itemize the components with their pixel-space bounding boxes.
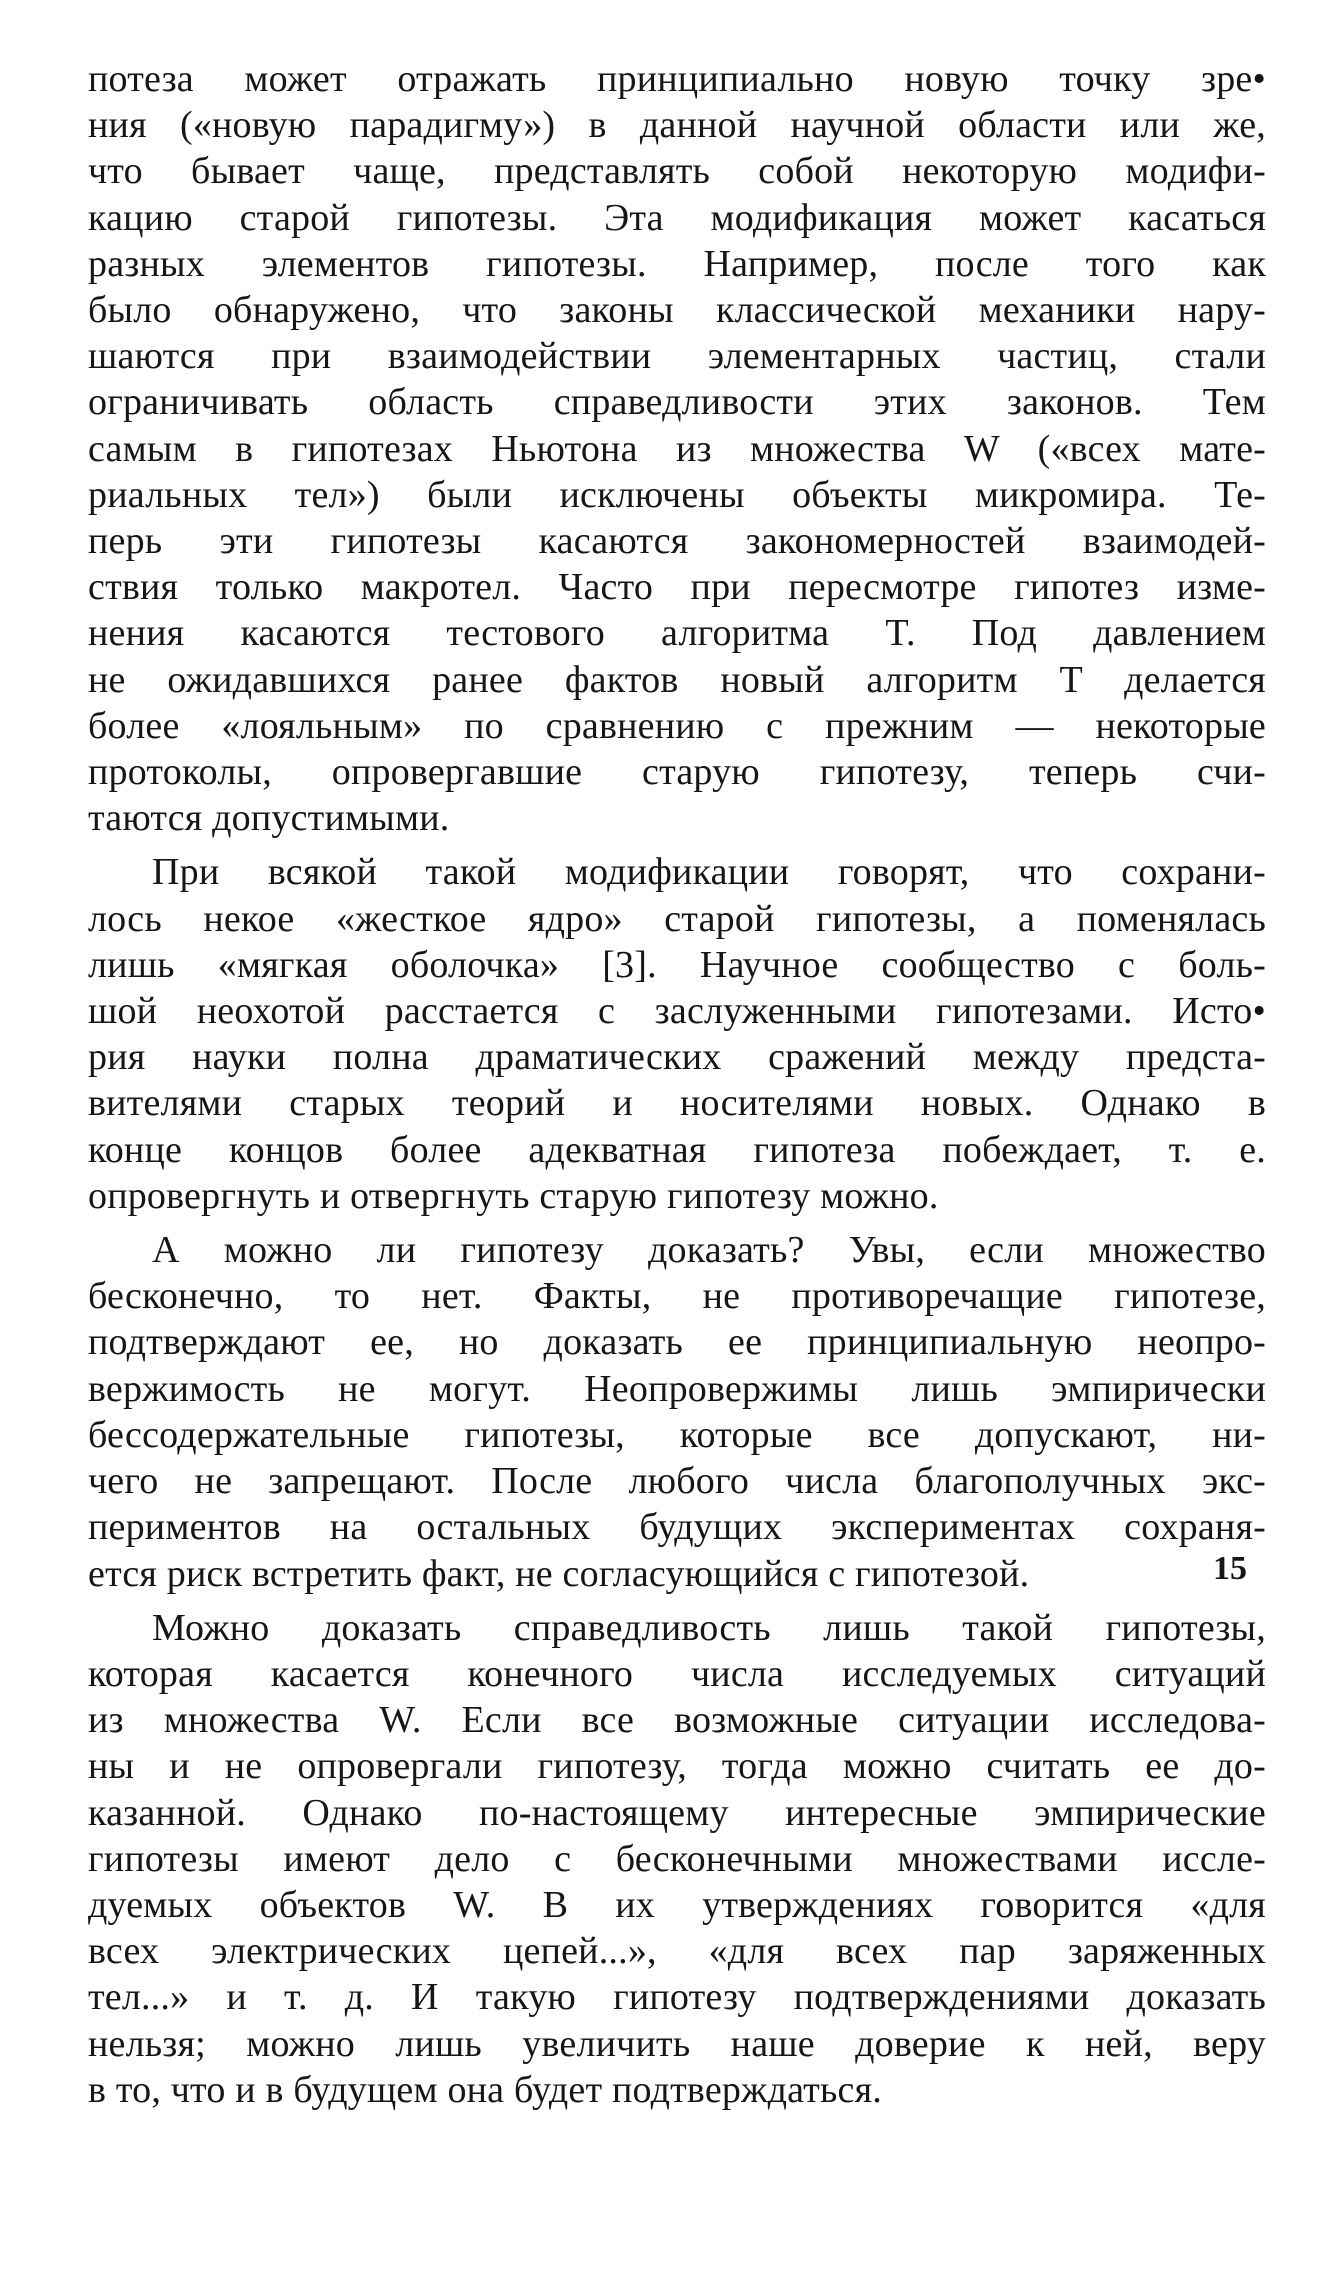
text-line: более «лояльным» по сравнению с прежним — некоторые (88, 704, 1266, 747)
text-line: в то, что и в будущем она будет подтверждаться. (88, 2068, 882, 2111)
paragraph-3 (88, 1227, 1266, 1597)
text-line: лось некое «жесткое ядро» старой гипотезы, а поменялась (88, 897, 1266, 940)
text-line: казанной. Однако по-настоящему интересные эмпирические (88, 1791, 1266, 1834)
text-line: что бывает чаще, представлять собой некоторую модифи- (88, 150, 1266, 193)
text-line: ствия только макротел. Часто при пересмотре гипотез изме- (88, 566, 1266, 609)
text-line: периментов на остальных будущих экспериментах сохраня- (88, 1506, 1266, 1549)
text-line: вержимость не могут. Неопровержимы лишь эмпирически (88, 1367, 1266, 1410)
text-line: подтверждают ее, но доказать ее принципиальную неопро- (88, 1321, 1266, 1364)
text-line: самым в гипотезах Ньютона из множества W («всех мате- (88, 427, 1266, 470)
page-text (88, 56, 1266, 2113)
text-line: таются допустимыми. (88, 797, 450, 840)
text-line: было обнаружено, что законы классической механики нару- (88, 289, 1266, 332)
text-line: бесконечно, то нет. Факты, не противоречащие гипотезе, (88, 1275, 1266, 1318)
text-line: лишь «мягкая оболочка» [3]. Научное сообщество с боль- (88, 943, 1266, 986)
text-line: шаются при взаимодействии элементарных частиц, стали (88, 335, 1266, 378)
text-line: При всякой такой модификации говорят, что сохрани- (152, 851, 1266, 894)
text-line: протоколы, опровергавшие старую гипотезу, теперь счи- (88, 751, 1266, 794)
text-line: опровергнуть и отвергнуть старую гипотезу можно. (88, 1174, 939, 1217)
text-line: ется риск встретить факт, не согласующийся с гипотезой. (88, 1552, 1030, 1595)
text-line: дуемых объектов W. В их утверждениях говорится «для (88, 1883, 1266, 1926)
text-line: не ожидавшихся ранее фактов новый алгоритм T делается (88, 658, 1266, 701)
paragraph-1 (88, 56, 1266, 841)
text-line: А можно ли гипотезу доказать? Увы, если множество (152, 1229, 1266, 1272)
text-line: ния («новую парадигму») в данной научной области или же, (88, 104, 1266, 147)
text-line: нения касаются тестового алгоритма T. Под давлением (88, 612, 1266, 655)
text-line: перь эти гипотезы касаются закономерностей взаимодей- (88, 520, 1266, 563)
text-line: рия науки полна драматических сражений между предста- (88, 1036, 1266, 1079)
text-line: ограничивать область справедливости этих законов. Тем (88, 381, 1266, 424)
text-line: вителями старых теорий и носителями новых. Однако в (88, 1082, 1266, 1125)
text-line: ны и не опровергали гипотезу, тогда можно считать ее до- (88, 1745, 1266, 1788)
text-line: гипотезы имеют дело с бесконечными множествами иссле- (88, 1837, 1266, 1880)
text-line: разных элементов гипотезы. Например, после того как (88, 242, 1266, 285)
text-line: нельзя; можно лишь увеличить наше доверие к ней, веру (88, 2022, 1266, 2065)
paragraph-4 (88, 1605, 1266, 2113)
text-line: потеза может отражать принципиально новую точку зре• (88, 58, 1266, 100)
text-line: Можно доказать справедливость лишь такой гипотезы, (152, 1606, 1266, 1649)
text-line: шой неохотой расстается с заслуженными гипотезами. Исто• (88, 990, 1266, 1033)
text-line: конце концов более адекватная гипотеза побеждает, т. е. (88, 1128, 1266, 1171)
text-line: тел...» и т. д. И такую гипотезу подтверждениями доказать (88, 1976, 1266, 2019)
page-number: 15 (1213, 1550, 1247, 1587)
text-line: чего не запрещают. После любого числа благополучных экс- (88, 1460, 1266, 1503)
text-line: кацию старой гипотезы. Эта модификация может касаться (88, 196, 1266, 239)
text-line: всех электрических цепей...», «для всех пар заряженных (88, 1930, 1266, 1973)
paragraph-2 (88, 849, 1266, 1219)
text-line: риальных тел») были исключены объекты микромира. Те- (88, 473, 1266, 516)
text-line: из множества W. Если все возможные ситуации исследова- (88, 1699, 1266, 1742)
text-line: бессодержательные гипотезы, которые все допускают, ни- (88, 1413, 1266, 1456)
text-line: которая касается конечного числа исследуемых ситуаций (88, 1652, 1266, 1695)
